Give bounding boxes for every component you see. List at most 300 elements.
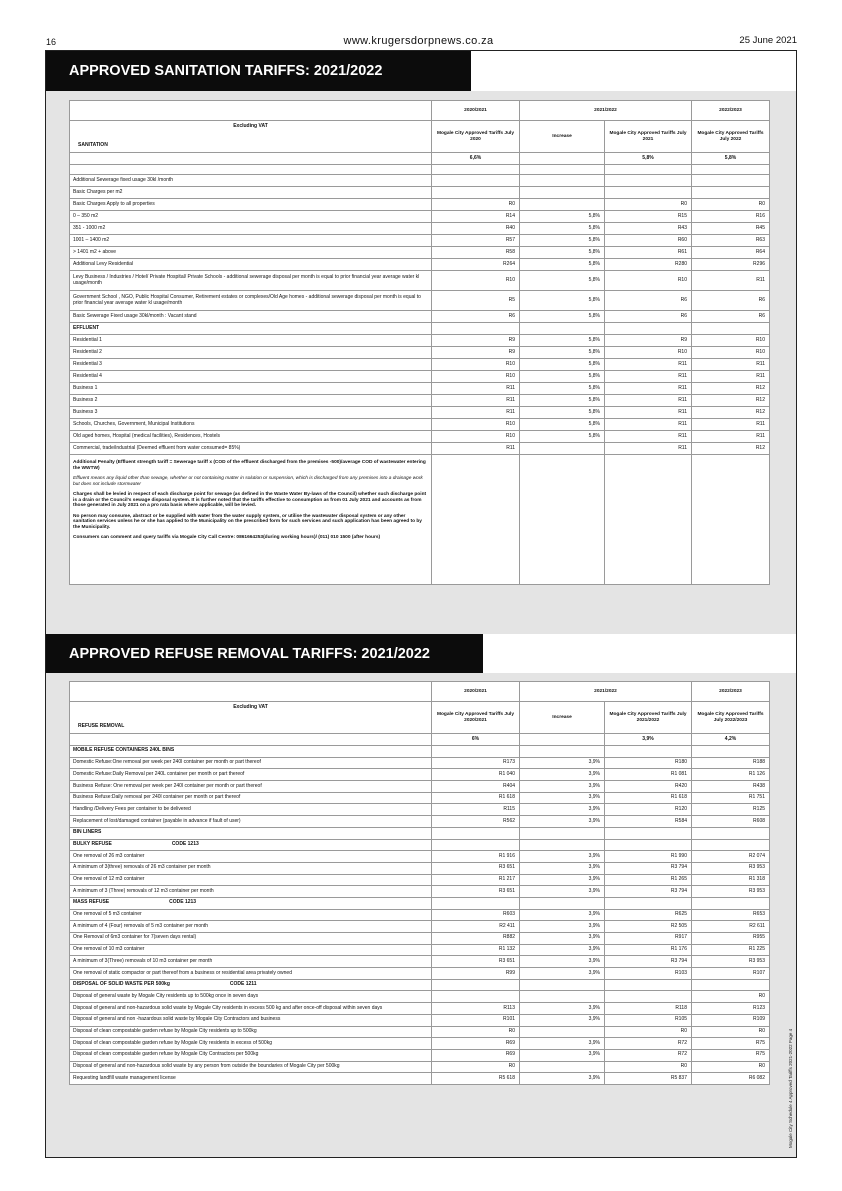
row-label: Additional Sewerage fixed usage 30kl /month xyxy=(70,175,432,187)
tariff-2020-cell xyxy=(432,979,520,991)
tariff-2021-cell: R60 xyxy=(605,235,692,247)
table-row xyxy=(70,1014,770,1026)
col-tariff-2022: Mogale City Approved Tariffs July 2022/2023 xyxy=(692,702,770,734)
increase-cell: 3,9% xyxy=(520,956,605,968)
tariff-2022-cell xyxy=(692,827,770,839)
header-blank xyxy=(70,682,432,702)
tariff-2021-cell xyxy=(605,175,692,187)
pct-blank-2 xyxy=(520,153,605,165)
tariff-2022-cell xyxy=(692,746,770,758)
pct-blank xyxy=(70,153,432,165)
row-label: Replacement of lost/damaged container (payable in advance if fault of user) xyxy=(70,816,432,828)
row-label: One removal of 26 m3 container xyxy=(70,851,432,863)
tariff-2020-cell: R0 xyxy=(432,199,520,211)
refuse-table xyxy=(69,681,770,1085)
tariff-2020-cell: R5 618 xyxy=(432,1073,520,1085)
increase-cell: 3,9% xyxy=(520,769,605,781)
increase-cell xyxy=(520,897,605,909)
excluding-vat-label: Excluding VAT xyxy=(233,704,268,710)
table-row xyxy=(70,909,770,921)
tariff-2021-cell: R1 081 xyxy=(605,769,692,781)
header-category-cell xyxy=(70,702,432,734)
increase-cell: 5,8% xyxy=(520,431,605,443)
increase-cell: 5,8% xyxy=(520,419,605,431)
table-row xyxy=(70,956,770,968)
table-row xyxy=(70,291,770,311)
tariff-2020-cell: R99 xyxy=(432,968,520,980)
table-row xyxy=(70,862,770,874)
row-label: 1001 – 1400 m2 xyxy=(70,235,432,247)
tariff-2022-cell xyxy=(692,897,770,909)
tariff-2022-cell: R11 xyxy=(692,431,770,443)
table-row xyxy=(70,816,770,828)
tariff-2022-cell: R188 xyxy=(692,757,770,769)
tariff-2021-cell: R72 xyxy=(605,1049,692,1061)
row-label: > 1401 m2 + above xyxy=(70,247,432,259)
row-label: Basic Charges per m2 xyxy=(70,187,432,199)
tariff-2021-cell xyxy=(605,979,692,991)
tariff-2020-cell: R9 xyxy=(432,335,520,347)
increase-cell xyxy=(520,1061,605,1073)
tariff-2021-cell: R11 xyxy=(605,443,692,455)
tariff-2022-cell: R0 xyxy=(692,991,770,1003)
tariff-2022-cell xyxy=(692,323,770,335)
header-blank xyxy=(70,101,432,121)
tariff-2020-cell: R11 xyxy=(432,395,520,407)
tariff-2020-cell: R10 xyxy=(432,271,520,291)
tariff-2022-cell: R1 225 xyxy=(692,944,770,956)
increase-cell: 3,9% xyxy=(520,1073,605,1085)
table-row xyxy=(70,1061,770,1073)
tariff-2021-cell xyxy=(605,746,692,758)
tariff-2020-cell xyxy=(432,323,520,335)
increase-cell: 5,8% xyxy=(520,311,605,323)
tariff-2020-cell xyxy=(432,175,520,187)
table-row xyxy=(70,886,770,898)
increase-cell xyxy=(520,323,605,335)
col-increase: Increase xyxy=(520,121,605,153)
tariff-2022-cell: R12 xyxy=(692,407,770,419)
section-row xyxy=(70,827,770,839)
tariff-2020-cell: R1 040 xyxy=(432,769,520,781)
section-title: MOBILE REFUSE CONTAINERS 240L BINS xyxy=(73,747,175,754)
tariff-2022-cell: R125 xyxy=(692,804,770,816)
table-row xyxy=(70,874,770,886)
year-2020-2021: 2020/2021 xyxy=(432,101,520,121)
increase-cell xyxy=(520,839,605,851)
tariff-2021-cell: R118 xyxy=(605,1003,692,1015)
tariff-2020-cell xyxy=(432,746,520,758)
tariff-2020-cell: R69 xyxy=(432,1049,520,1061)
increase-cell xyxy=(520,187,605,199)
tariff-2020-cell: R10 xyxy=(432,431,520,443)
tariff-2020-cell: R9 xyxy=(432,347,520,359)
tariff-2022-cell: R63 xyxy=(692,235,770,247)
table-row xyxy=(70,921,770,933)
row-label: Basic Charges Apply to all properties xyxy=(70,199,432,211)
tariff-2020-cell xyxy=(432,839,520,851)
increase-cell: 5,8% xyxy=(520,235,605,247)
row-label: Disposal of clean compostable garden refuse by Mogale City residents in excess of 500kg xyxy=(70,1038,432,1050)
tariff-2022-cell xyxy=(692,979,770,991)
tariff-2021-cell: R9 xyxy=(605,335,692,347)
tariff-2022-cell: R0 xyxy=(692,1061,770,1073)
row-label: Disposal of general and non-hazardous solid waste by any person from outside the boundaries of Mogale City per 500kg xyxy=(70,1061,432,1073)
tariff-2021-cell: R43 xyxy=(605,223,692,235)
increase-cell: 3,9% xyxy=(520,1049,605,1061)
increase-cell: 5,8% xyxy=(520,271,605,291)
tariff-2020-cell xyxy=(432,827,520,839)
row-label: Additional Levy Residential xyxy=(70,259,432,271)
issue-date: 25 June 2021 xyxy=(739,35,797,46)
tariff-2022-cell: R10 xyxy=(692,335,770,347)
increase-cell: 3,9% xyxy=(520,1014,605,1026)
row-label: Business 1 xyxy=(70,383,432,395)
section-row xyxy=(70,897,770,909)
increase-cell: 3,9% xyxy=(520,968,605,980)
tariff-2022-cell: R12 xyxy=(692,383,770,395)
row-label: 351 - 1000 m2 xyxy=(70,223,432,235)
row-label: A minimum of 3(three) removals of 26 m3 container per month xyxy=(70,862,432,874)
increase-cell: 3,9% xyxy=(520,757,605,769)
tariff-2020-cell: R264 xyxy=(432,259,520,271)
table-row xyxy=(70,1049,770,1061)
year-2020-2021: 2020/2021 xyxy=(432,682,520,702)
increase-cell: 3,9% xyxy=(520,921,605,933)
section-row xyxy=(70,979,770,991)
section-code: CODE 1211 xyxy=(229,981,257,988)
tariff-2020-cell: R0 xyxy=(432,1061,520,1073)
tariff-2020-cell xyxy=(432,187,520,199)
table-row xyxy=(70,199,770,211)
section-row xyxy=(70,746,770,758)
increase-cell: 5,8% xyxy=(520,223,605,235)
sanitation-table xyxy=(69,100,770,585)
increase-cell: 3,9% xyxy=(520,851,605,863)
tariff-2021-cell: R3 794 xyxy=(605,956,692,968)
table-row xyxy=(70,1038,770,1050)
tariff-2020-cell: R40 xyxy=(432,223,520,235)
pct-blank xyxy=(70,734,432,746)
tariff-2021-cell: R0 xyxy=(605,1026,692,1038)
row-label: Business Refuse: One removal per week per 240l container per month or part thereof xyxy=(70,781,432,793)
row-label: Levy Business / Industries / Hotel/ Private Hospital/ Private Schools - additional sewerage disposal per month is equal to prior financial year average water kl usage/month xyxy=(70,271,432,291)
tariff-2021-cell: R61 xyxy=(605,247,692,259)
tariff-2020-cell: R101 xyxy=(432,1014,520,1026)
row-label: Disposal of general and non-hazardous solid waste by Mogale City residents in excess 500 kg and after once-off disposal within seven days xyxy=(70,1003,432,1015)
col-tariff-2020: Mogale City Approved Tariffs July 2020/2021 xyxy=(432,702,520,734)
row-label: Domestic Refuse:Daily Removal per 240L container per month or part thereof xyxy=(70,769,432,781)
tariff-2021-cell: R420 xyxy=(605,781,692,793)
tariff-2021-cell: R1 990 xyxy=(605,851,692,863)
row-label: Domestic Refuse:One removal per week per 240l container per month or part thereof xyxy=(70,757,432,769)
tariff-2022-cell: R955 xyxy=(692,933,770,945)
row-label: Business 3 xyxy=(70,407,432,419)
tariff-2020-cell: R2 411 xyxy=(432,921,520,933)
increase-cell xyxy=(520,175,605,187)
table-row xyxy=(70,968,770,980)
increase-cell: 3,9% xyxy=(520,804,605,816)
tariff-2020-cell: R11 xyxy=(432,443,520,455)
tariff-2020-cell: R57 xyxy=(432,235,520,247)
tariff-2022-cell xyxy=(692,187,770,199)
section-label xyxy=(70,323,432,335)
tariff-2022-cell: R123 xyxy=(692,1003,770,1015)
increase-cell: 3,9% xyxy=(520,909,605,921)
refuse-heading: APPROVED REFUSE REMOVAL TARIFFS: 2021/2022 xyxy=(46,634,483,673)
table-row xyxy=(70,757,770,769)
table-row xyxy=(70,223,770,235)
tariff-2020-cell: R69 xyxy=(432,1038,520,1050)
tariff-2020-cell xyxy=(432,991,520,1003)
table-row xyxy=(70,933,770,945)
note-charges: Charges shall be levied in respect of each discharge point for sewage (as defined in the Waste Water By-laws of the Council) whether such discharge point is a drain or the Council's sewage disposal system. It is further noted that the tariffs effective to consumption as from 01 July 2021 and accounts as from those generated in July 2021 on a pro rata basis where applicable, will be levied. xyxy=(73,492,427,509)
tariff-2022-cell: R6 xyxy=(692,311,770,323)
row-label: Handling /Delivery Fees per container to be delivered xyxy=(70,804,432,816)
website-link[interactable]: www.krugersdorpnews.co.za xyxy=(343,35,494,47)
tariff-2021-cell: R180 xyxy=(605,757,692,769)
table-row xyxy=(70,187,770,199)
table-row xyxy=(70,383,770,395)
tariff-2022-cell: R1 126 xyxy=(692,769,770,781)
table-row xyxy=(70,371,770,383)
row-label: One Removal of 6m3 container for 7(seven days rental) xyxy=(70,933,432,945)
table-row xyxy=(70,769,770,781)
tariff-2022-cell: R3 953 xyxy=(692,886,770,898)
increase-cell: 5,8% xyxy=(520,395,605,407)
notes-cell xyxy=(70,455,432,585)
increase-cell: 3,9% xyxy=(520,816,605,828)
tariff-2022-cell xyxy=(692,839,770,851)
increase-cell xyxy=(520,1026,605,1038)
row-label: 0 – 350 m2 xyxy=(70,211,432,223)
row-label: Residential 1 xyxy=(70,335,432,347)
increase-cell xyxy=(520,827,605,839)
tariff-2022-cell: R6 xyxy=(692,291,770,311)
increase-cell: 3,9% xyxy=(520,874,605,886)
section-label xyxy=(70,746,432,758)
tariff-2022-cell: R11 xyxy=(692,419,770,431)
year-2022-2023: 2022/2023 xyxy=(692,682,770,702)
tariff-2020-cell xyxy=(432,897,520,909)
tariff-2022-cell: R16 xyxy=(692,211,770,223)
pct-2020: 6% xyxy=(432,734,520,746)
tariff-2020-cell: R14 xyxy=(432,211,520,223)
table-row xyxy=(70,311,770,323)
table-row xyxy=(70,259,770,271)
tariff-2022-cell: R64 xyxy=(692,247,770,259)
tariff-2020-cell: R10 xyxy=(432,359,520,371)
row-label: One removal of 5 m3 container xyxy=(70,909,432,921)
increase-cell: 5,8% xyxy=(520,359,605,371)
tariff-2021-cell: R280 xyxy=(605,259,692,271)
table-row xyxy=(70,804,770,816)
section-title: EFFLUENT xyxy=(73,324,100,331)
section-label xyxy=(70,897,432,909)
spacer-row xyxy=(70,165,770,175)
increase-cell xyxy=(520,979,605,991)
tariff-2021-cell: R5 837 xyxy=(605,1073,692,1085)
category-label: SANITATION xyxy=(78,142,108,149)
tariff-2021-cell: R15 xyxy=(605,211,692,223)
row-label: One removal of static compactor or part thereof from a business or residential area privately owned xyxy=(70,968,432,980)
tariff-2020-cell: R173 xyxy=(432,757,520,769)
tariff-2022-cell: R75 xyxy=(692,1049,770,1061)
row-label: Residential 4 xyxy=(70,371,432,383)
tariff-2020-cell: R603 xyxy=(432,909,520,921)
increase-cell: 5,8% xyxy=(520,347,605,359)
tariff-2022-cell xyxy=(692,175,770,187)
increase-cell: 5,8% xyxy=(520,211,605,223)
section-row xyxy=(70,323,770,335)
pct-2022: 5,8% xyxy=(692,153,770,165)
row-label: One removal of 10 m3 container xyxy=(70,944,432,956)
category-label: REFUSE REMOVAL xyxy=(78,723,125,730)
increase-cell: 5,8% xyxy=(520,291,605,311)
tariff-2021-cell xyxy=(605,827,692,839)
section-title: DISPOSAL OF SOLID WASTE PER 500kg xyxy=(73,981,170,988)
tariff-2020-cell: R1 618 xyxy=(432,792,520,804)
tariff-2020-cell: R3 651 xyxy=(432,886,520,898)
tariff-2021-cell: R105 xyxy=(605,1014,692,1026)
section-label xyxy=(70,979,432,991)
tariff-2022-cell: R11 xyxy=(692,271,770,291)
tariff-2022-cell: R3 953 xyxy=(692,862,770,874)
increase-cell xyxy=(520,443,605,455)
increase-cell: 5,8% xyxy=(520,383,605,395)
row-label: One removal of 12 m3 container xyxy=(70,874,432,886)
tariff-2022-cell: R75 xyxy=(692,1038,770,1050)
tariff-2022-cell: R608 xyxy=(692,816,770,828)
row-label: A minimum of 3(Three) removals of 10 m3 container per month xyxy=(70,956,432,968)
tariff-2020-cell: R562 xyxy=(432,816,520,828)
tariff-2020-cell: R1 132 xyxy=(432,944,520,956)
pct-blank-2 xyxy=(520,734,605,746)
increase-cell: 3,9% xyxy=(520,886,605,898)
section-code: CODE 1213 xyxy=(169,899,197,906)
tariff-2022-cell: R11 xyxy=(692,371,770,383)
tariff-2021-cell: R917 xyxy=(605,933,692,945)
excluding-vat-label: Excluding VAT xyxy=(233,123,268,129)
note-penalty: Additional Penalty (Effluent strength tariff = Sewerage tariff x (COD of the effluent discharged from the premises -500)/average COD of wastewater entering the WWTW) xyxy=(73,460,426,471)
row-label: Schools, Churches, Government, Municipal Institutions xyxy=(70,419,432,431)
row-label: Disposal of general and non -hazardous solid waste by Mogale City Contractors and business xyxy=(70,1014,432,1026)
tariff-2020-cell: R11 xyxy=(432,407,520,419)
increase-cell: 3,9% xyxy=(520,933,605,945)
tariff-2022-cell: R0 xyxy=(692,199,770,211)
increase-cell: 3,9% xyxy=(520,781,605,793)
row-label: Residential 2 xyxy=(70,347,432,359)
increase-cell: 3,9% xyxy=(520,792,605,804)
tariff-2021-cell: R10 xyxy=(605,347,692,359)
tariff-2022-cell: R0 xyxy=(692,1026,770,1038)
row-label: Business Refuse:Daily removal per 240l container per month or part thereof xyxy=(70,792,432,804)
tariff-2021-cell: R6 xyxy=(605,291,692,311)
tariff-2020-cell: R1 916 xyxy=(432,851,520,863)
tariff-2021-cell: R11 xyxy=(605,383,692,395)
tariff-2020-cell: R404 xyxy=(432,781,520,793)
section-title: MASS REFUSE xyxy=(73,899,110,906)
table-row xyxy=(70,443,770,455)
table-row xyxy=(70,335,770,347)
table-row xyxy=(70,851,770,863)
tariff-2021-cell: R10 xyxy=(605,271,692,291)
row-label: Government School , NGO, Public Hospital Consumer, Retirement estates or complexes/Old Age homes - additional sewerage disposal per month is equal to prior financial year average water kl usage/month xyxy=(70,291,432,311)
table-row xyxy=(70,419,770,431)
table-row xyxy=(70,395,770,407)
note-effluent: Effluent means any liquid other than sewage, whether or not containing matter in solution or suspension, which is discharged from any premises into a drainage work but does not include stormwater xyxy=(73,476,423,487)
table-row xyxy=(70,211,770,223)
tariff-2022-cell: R6 082 xyxy=(692,1073,770,1085)
tariff-2022-cell: R3 953 xyxy=(692,956,770,968)
table-row xyxy=(70,431,770,443)
tariff-2021-cell: R11 xyxy=(605,431,692,443)
tariff-2020-cell: R882 xyxy=(432,933,520,945)
table-row xyxy=(70,944,770,956)
increase-cell: 5,8% xyxy=(520,335,605,347)
table-row xyxy=(70,1003,770,1015)
tariff-2022-cell: R12 xyxy=(692,395,770,407)
tariff-2021-cell: R103 xyxy=(605,968,692,980)
increase-cell xyxy=(520,991,605,1003)
row-label: Disposal of clean compostable garden refuse by Mogale City Contractors per 500kg xyxy=(70,1049,432,1061)
tariff-2022-cell: R45 xyxy=(692,223,770,235)
row-label: Requesting landfill waste management license xyxy=(70,1073,432,1085)
row-label: Commercial, trade/industrial (Deemed effluent from water consumed= 85%) xyxy=(70,443,432,455)
table-row xyxy=(70,792,770,804)
tariff-2021-cell: R3 794 xyxy=(605,886,692,898)
tariff-2021-cell xyxy=(605,897,692,909)
note-contact: Consumers can comment and query tariffs via Mogale City Call Centre: 0861664253(during working hours)/ (011) 010 1500 (after hours) xyxy=(73,535,381,541)
tariff-2020-cell: R5 xyxy=(432,291,520,311)
header-category-cell xyxy=(70,121,432,153)
note-supply: No person may consume, abstract or be supplied with water from the water supply system, or utilise the wastewater disposal system or any other sanitation services unless he or she has applied to the Municipality on the prescribed form for such services and such application has been agreed to by the Municipality. xyxy=(73,513,422,530)
row-label: Residential 3 xyxy=(70,359,432,371)
col-tariff-2021: Mogale City Approved Tariffs July 2021 xyxy=(605,121,692,153)
tariff-2021-cell xyxy=(605,187,692,199)
section-title: BULKY REFUSE xyxy=(73,840,112,847)
tariff-2021-cell xyxy=(605,991,692,1003)
table-row xyxy=(70,1073,770,1085)
row-label: Old aged homes, Hospital (medical facilities), Residences, Hostels xyxy=(70,431,432,443)
tariff-2021-cell: R6 xyxy=(605,311,692,323)
tariff-2021-cell: R11 xyxy=(605,407,692,419)
tariff-2020-cell: R58 xyxy=(432,247,520,259)
table-row xyxy=(70,781,770,793)
tariff-2021-cell: R11 xyxy=(605,371,692,383)
tariff-2022-cell: R109 xyxy=(692,1014,770,1026)
table-row xyxy=(70,247,770,259)
tariff-2022-cell: R1 318 xyxy=(692,874,770,886)
tariff-2022-cell: R438 xyxy=(692,781,770,793)
tariff-2021-cell: R3 794 xyxy=(605,862,692,874)
pct-2021: 5,8% xyxy=(605,153,692,165)
tariff-2021-cell: R625 xyxy=(605,909,692,921)
tariff-2022-cell: R1 751 xyxy=(692,792,770,804)
page-number: 16 xyxy=(46,37,57,47)
tariff-2020-cell: R0 xyxy=(432,1026,520,1038)
tariff-2020-cell: R10 xyxy=(432,419,520,431)
tariff-2022-cell: R11 xyxy=(692,359,770,371)
section-code: CODE 1213 xyxy=(171,840,199,847)
row-label: Disposal of clean compostable garden refuse by Mogale City residents up to 500kg xyxy=(70,1026,432,1038)
tariff-2021-cell: R1 618 xyxy=(605,792,692,804)
sanitation-heading: APPROVED SANITATION TARIFFS: 2021/2022 xyxy=(46,51,471,91)
tariff-2022-cell: R2 074 xyxy=(692,851,770,863)
table-row xyxy=(70,271,770,291)
table-row xyxy=(70,235,770,247)
table-row xyxy=(70,991,770,1003)
